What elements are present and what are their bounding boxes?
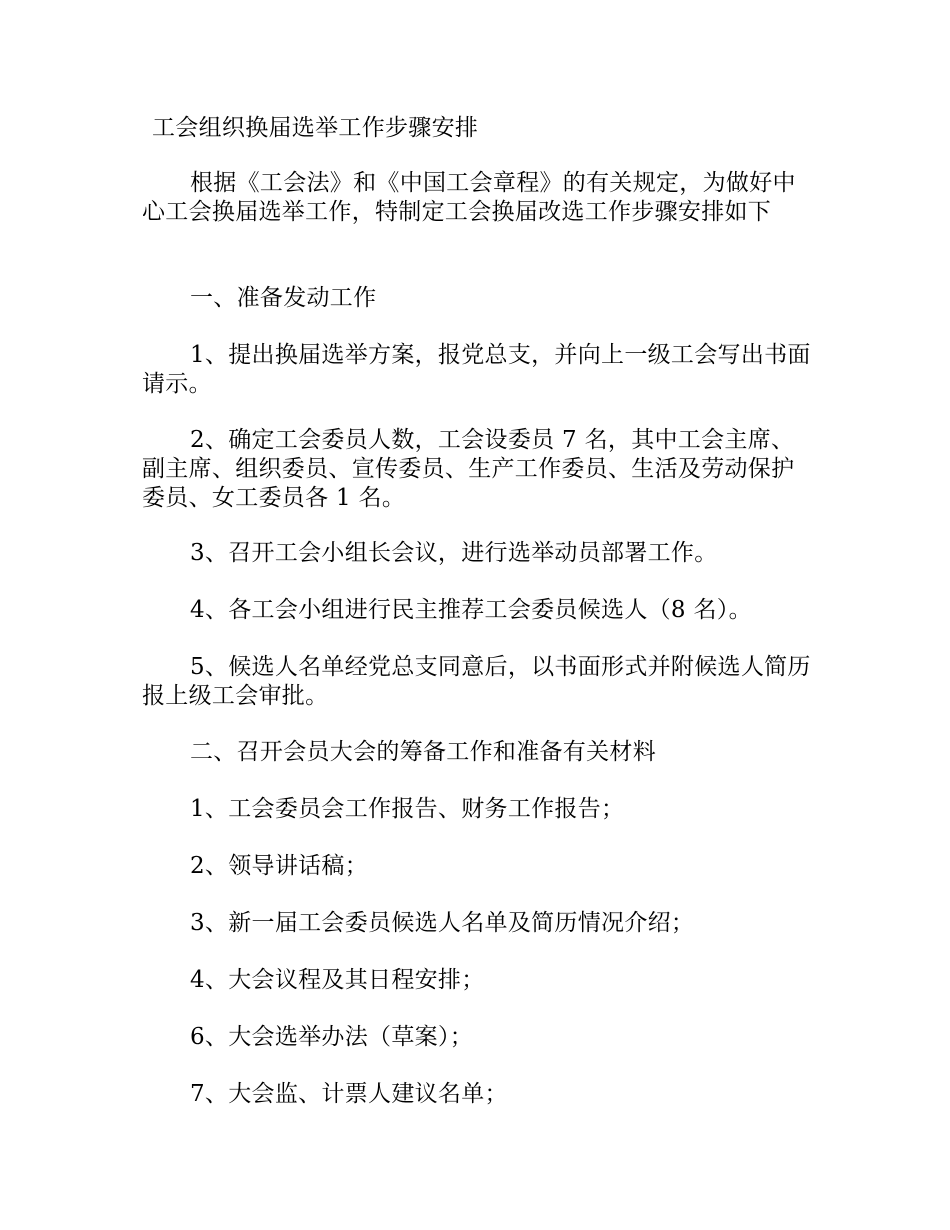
list-item: 6、大会选举办法（草案）； xyxy=(190,1024,474,1050)
list-item: 5、候选人名单经党总支同意后，以书面形式并附候选人简历报上级工会审批。 xyxy=(142,654,811,709)
list-item: 7、大会监、计票人建议名单； xyxy=(190,1081,508,1107)
document-title: 工会组织换届选举工作步骤安排 xyxy=(152,115,479,141)
list-item: 3、新一届工会委员候选人名单及简历情况介绍； xyxy=(190,910,695,936)
list-item: 3、召开工会小组长会议，进行选举动员部署工作。 xyxy=(190,540,718,566)
list-item: 1、工会委员会工作报告、财务工作报告； xyxy=(190,796,625,822)
section-heading-meeting: 二、召开会员大会的筹备工作和准备有关材料 xyxy=(190,739,656,765)
section-heading-preparation: 一、准备发动工作 xyxy=(190,285,377,311)
list-item: 2、领导讲话稿； xyxy=(190,853,369,879)
list-item: 4、大会议程及其日程安排； xyxy=(190,967,485,993)
list-item: 1、提出换届选举方案，报党总支，并向上一级工会写出书面请示。 xyxy=(142,342,811,397)
list-item: 2、确定工会委员人数，工会设委员 7 名，其中工会主席、副主席、组织委员、宣传委员、生产工作委员、生活及劳动保护委员、女工委员各 1 名。 xyxy=(142,427,795,511)
intro-paragraph: 根据《工会法》和《中国工会章程》的有关规定，为做好中心工会换届选举工作，特制定工会换届改选工作步骤安排如下 xyxy=(142,170,796,225)
list-item: 4、各工会小组进行民主推荐工会委员候选人（8 名）。 xyxy=(190,597,752,623)
